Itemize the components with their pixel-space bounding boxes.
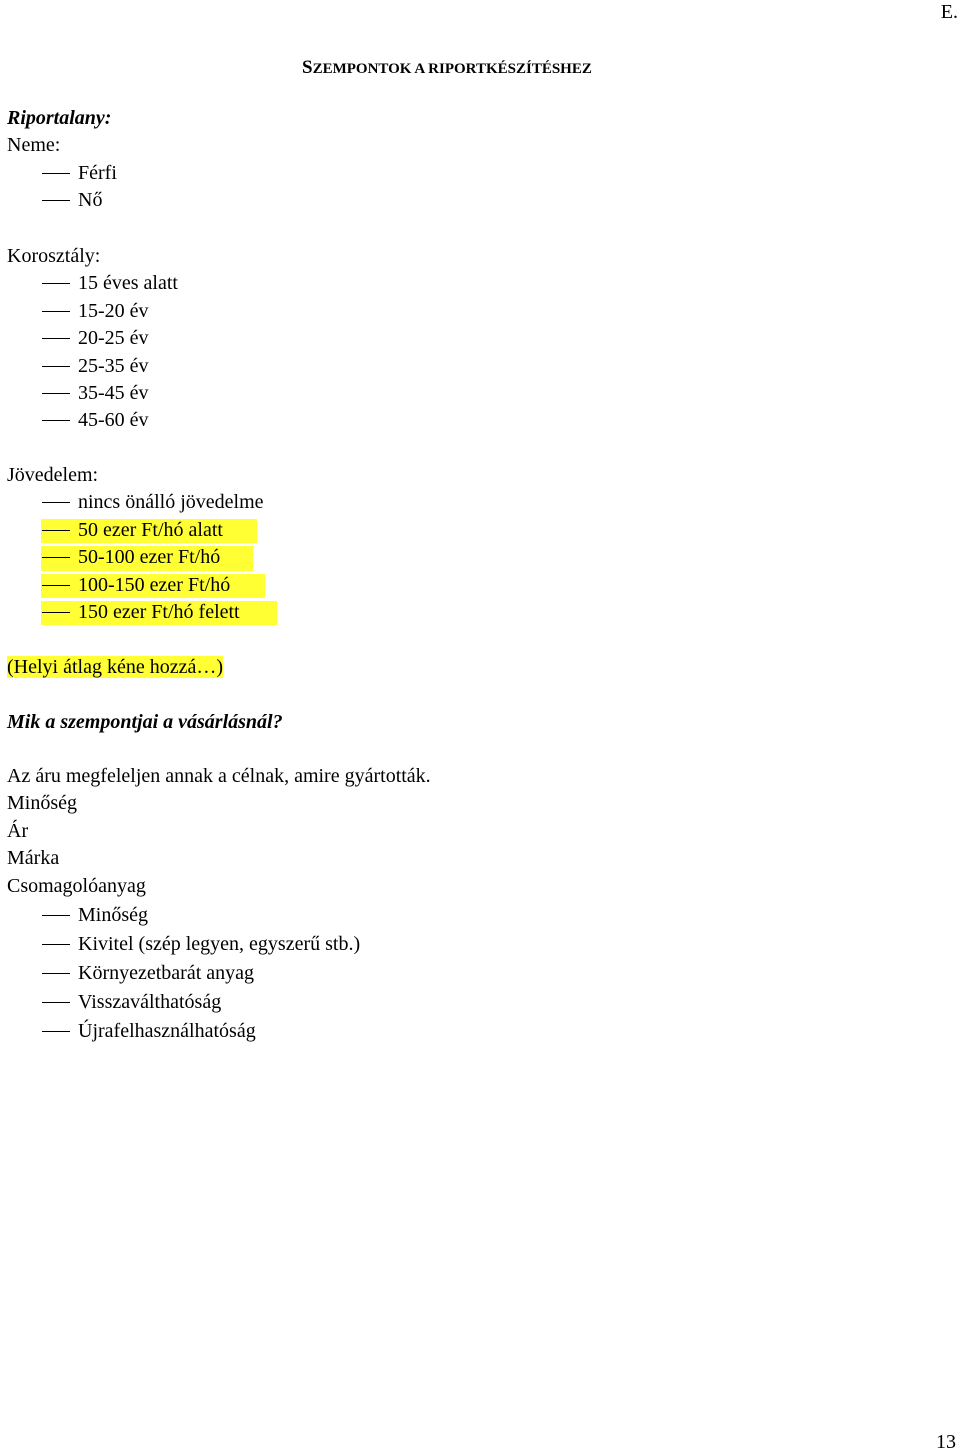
packaging-list: [7, 902, 360, 1047]
criteria-list: [7, 763, 431, 900]
gender-label: Neme:: [7, 134, 61, 157]
page-number: 13: [936, 1431, 956, 1453]
dash-icon: [42, 311, 70, 312]
dash-icon: [42, 915, 70, 916]
list-item: 15-20 év: [7, 298, 178, 325]
dash-icon: [42, 502, 70, 503]
list-item-highlighted: 50-100 ezer Ft/hó: [7, 544, 264, 571]
dash-icon: [42, 1002, 70, 1003]
dash-icon: [42, 557, 70, 558]
list-item: Minőség: [7, 902, 360, 931]
list-item: Nő: [7, 187, 117, 214]
dash-icon: [42, 200, 70, 201]
title-rest: ZEMPONTOK A RIPORTKÉSZÍTÉSHEZ: [312, 61, 592, 77]
dash-icon: [42, 173, 70, 174]
dash-icon: [42, 338, 70, 339]
income-note: [7, 654, 223, 681]
list-item: Környezetbarát anyag: [7, 960, 360, 989]
age-label: Korosztály:: [7, 245, 101, 267]
respondent-heading: Riportalany:: [7, 107, 112, 129]
dash-icon: [42, 585, 70, 586]
criteria-question: Mik a szempontjai a vásárlásnál?: [7, 711, 283, 733]
income-label: Jövedelem:: [7, 464, 99, 486]
page-title: [302, 54, 592, 83]
income-note-text: (Helyi átlag kéne hozzá…): [7, 656, 224, 678]
list-item: 45-60 év: [7, 407, 178, 434]
criteria-section: [7, 709, 283, 736]
list-item: 25-35 év: [7, 353, 178, 380]
criteria-item: Csomagolóanyag: [7, 874, 146, 897]
age-section: [7, 243, 178, 435]
list-item: 15 éves alatt: [7, 270, 178, 297]
dash-icon: [42, 1031, 70, 1032]
list-item-highlighted: 150 ezer Ft/hó felett: [7, 599, 264, 626]
criteria-item: Az áru megfeleljen annak a célnak, amire gyártották.: [7, 765, 431, 787]
income-section: [7, 462, 264, 626]
dash-icon: [42, 612, 70, 613]
list-item: Visszaválthatóság: [7, 989, 360, 1018]
list-item: 35-45 év: [7, 380, 178, 407]
criteria-item: Ár: [7, 819, 29, 842]
dash-icon: [42, 530, 70, 531]
list-item: Kivitel (szép legyen, egyszerű stb.): [7, 931, 360, 960]
list-item: nincs önálló jövedelme: [7, 489, 264, 516]
criteria-item: Márka: [7, 847, 60, 870]
dash-icon: [42, 366, 70, 367]
list-item: 20-25 év: [7, 325, 178, 352]
criteria-item: Minőség: [7, 792, 77, 815]
list-item-highlighted: 50 ezer Ft/hó alatt: [7, 517, 264, 544]
list-item: Újrafelhasználhatóság: [7, 1018, 360, 1047]
list-item: Férfi: [7, 160, 117, 187]
corner-mark: E.: [940, 1, 958, 23]
title-initial: S: [302, 57, 313, 78]
dash-icon: [42, 420, 70, 421]
dash-icon: [42, 973, 70, 974]
dash-icon: [42, 944, 70, 945]
dash-icon: [42, 283, 70, 284]
dash-icon: [42, 393, 70, 394]
list-item-highlighted: 100-150 ezer Ft/hó: [7, 572, 264, 599]
respondent-section: [7, 105, 117, 215]
